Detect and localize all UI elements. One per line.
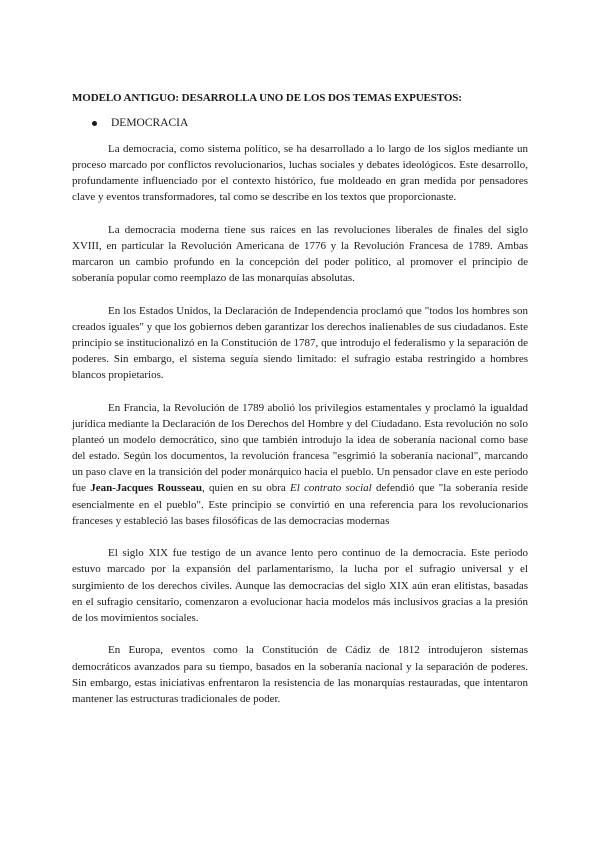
paragraph-4 (72, 400, 528, 529)
paragraph-4-text-c: defendió que "la soberanía reside esencialmente en el pueblo". Este principio se convirtió en una referencia para los revolucionarios franceses y estableció las bases filosóficas de las democracias modernas (72, 482, 529, 527)
paragraph-6: En Europa, eventos como la Constitución de Cádiz de 1812 introdujeron sistemas democráticos avanzados para su tiempo, basados en la soberanía nacional y la separación de poderes. Sin embargo, estas iniciativas enfrentaron la resistencia de las monarquías restauradas, que intentaron mantener las estructuras tradicionales de poder. (72, 644, 528, 705)
author-name: Jean-Jacques Rousseau (90, 482, 203, 495)
paragraph-1: La democracia, como sistema político, se ha desarrollado a lo largo de los siglos mediante un proceso marcado por conflictos revolucionarios, luchas sociales y debates ideológicos. Este desarrollo, profundamente influenciado por el contexto histórico, fue moldeado en gran medida por pensadores clave y eventos transformadores, tal como se describe en los textos que proporcionaste. (72, 143, 528, 204)
bullet-item (72, 117, 528, 129)
paragraph-2: La democracia moderna tiene sus raíces en las revoluciones liberales de finales del siglo XVIII, en particular la Revolución Americana de 1776 y la Revolución Francesa de 1789. Ambas marcaron un cambio profundo en la concepción del poder político, al promover el principio de soberanía popular como reemplazo de las monarquías absolutas. (72, 223, 528, 285)
bullet-label: DEMOCRACIA (111, 117, 189, 129)
bullet-dot-icon (92, 121, 97, 126)
paragraph-4-text-b: , quien en su obra (202, 482, 290, 495)
paragraph-3: En los Estados Unidos, la Declaración de Independencia proclamó que "todos los hombres son creados iguales" y que los gobiernos deben garantizar los derechos inalienables de sus ciudadanos. Este principio se institucionalizó en la Constitución de 1787, que introdujo el federalismo y la separación de poderes. Sin embargo, el sistema seguía siendo limitado: el sufragio estaba restringido a hombres blancos propietarios. (72, 304, 528, 382)
work-title: El contrato social (290, 482, 372, 495)
document-page (72, 92, 528, 723)
paragraph-5: El siglo XIX fue testigo de un avance lento pero continuo de la democracia. Este periodo estuvo marcado por la expansión del parlamentarismo, la lucha por el sufragio universal y el surgimiento de los derechos civiles. Aunque las democracias del siglo XIX aún eran elitistas, basadas en el sufragio censitario, comenzaron a evolucionar hacia modelos más inclusivos gracias a la presión de los movimientos sociales. (72, 547, 528, 624)
document-title: MODELO ANTIGUO: DESARROLLA UNO DE LOS DOS TEMAS EXPUESTOS: (72, 92, 462, 104)
paragraph-4-text-a: En Francia, la Revolución de 1789 abolió los privilegios estamentales y proclamó la igualdad jurídica mediante la Declaración de los Derechos del Hombre y del Ciudadano. Esta revolución no solo planteó un modelo democrático, sino que también introdujo la idea de soberanía nacional como base del estado. Según los documentos, la revolución francesa "esgrimió la soberanía nacional", marcando un paso clave en la transición del poder monárquico hacia el pueblo. Un pensador clave en este periodo fue (72, 402, 528, 495)
